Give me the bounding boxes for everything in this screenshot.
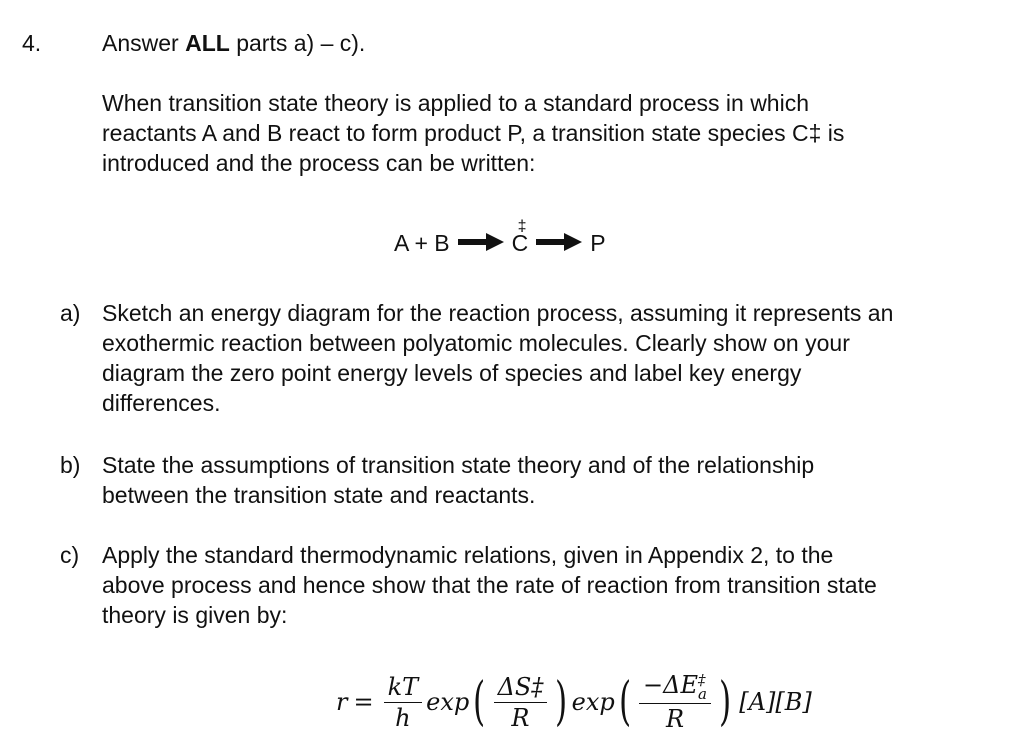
fraction-denominator: R [511,703,530,732]
instruction-suffix: parts a) – c). [229,30,366,56]
instruction-prefix: Answer [102,30,186,56]
part-a-text [102,298,1002,418]
fraction-kt-over-h [384,674,423,731]
energy-term: −ΔE [643,671,699,700]
part-line: diagram the zero point energy levels of species and label key energy [102,360,802,386]
part-b-text [102,450,1002,510]
activation-subscript: a [698,684,707,703]
fraction-entropy [494,674,548,731]
fraction-numerator [639,672,711,704]
right-paren: ) [719,672,732,732]
left-paren: ( [473,672,486,732]
transition-state-label: C [511,230,529,256]
part-c-label: c) [60,542,80,568]
part-line: exothermic reaction between polyatomic molecules. Clearly show on your [102,330,850,356]
concentration-terms: [A][B] [739,688,812,716]
part-line: State the assumptions of transition state theory and of the relationship [102,452,815,478]
fraction-numerator: kT [384,674,423,703]
part-line: differences. [102,390,221,416]
part-line: Sketch an energy diagram for the reaction process, assuming it represents an [102,300,894,326]
intro-line: When transition state theory is applied to a standard process in which [102,90,809,116]
intro-line: introduced and the process can be written: [102,150,536,176]
reaction-arrow-icon [536,228,582,258]
formula-equals: = [353,688,374,716]
exp-function: exp [571,688,615,716]
fraction-denominator: R [665,704,685,733]
question-instruction [102,28,365,58]
product: P [590,230,606,256]
intro-line: reactants A and B react to form product P, a transition state species C‡ is [102,120,845,146]
transition-state [511,218,529,258]
part-line: above process and hence show that the rate of reaction from transition state [102,572,877,598]
reaction-arrow-icon [458,228,504,258]
right-paren: ) [555,672,568,732]
question-number: 4. [22,30,42,56]
part-line: theory is given by: [102,602,288,628]
instruction-bold: ALL [185,30,230,56]
exp-function: exp [426,688,470,716]
part-c-text [102,540,1002,630]
question-intro [102,88,982,178]
part-line: Apply the standard thermodynamic relations, given in Appendix 2, to the [102,542,834,568]
fraction-denominator: h [395,703,411,732]
rate-formula [336,662,812,742]
reaction-scheme [394,218,606,258]
fraction-numerator: ΔS‡ [494,674,548,703]
fraction-activation-energy [639,672,711,732]
part-b-label: b) [60,452,81,478]
energy-scripts [698,670,707,703]
left-paren: ( [618,672,631,732]
dagger-superscript: ‡ [698,670,706,689]
dagger-symbol: ‡ [517,218,527,235]
reactants: A + B [394,230,450,256]
formula-lhs: r [336,688,348,716]
part-line: between the transition state and reactants. [102,482,536,508]
part-a-label: a) [60,300,81,326]
